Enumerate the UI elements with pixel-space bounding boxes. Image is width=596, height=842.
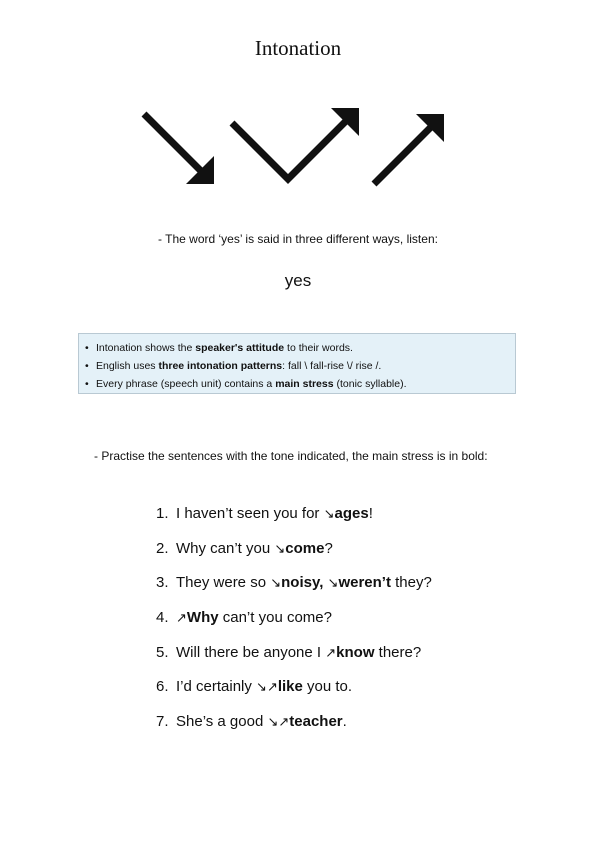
sentence-item: 5. Will there be anyone I ↗know there? <box>156 643 422 661</box>
info-box <box>78 333 516 394</box>
intonation-arrows <box>130 100 460 195</box>
listen-instruction: - The word ‘yes’ is said in three different ways, listen: <box>158 232 438 246</box>
fall-rise-tone-icon: ↘↗ <box>256 680 278 696</box>
fall-tone-icon: ↘ <box>323 507 335 522</box>
page-title: Intonation <box>254 36 342 60</box>
fall-tone-icon: ↘ <box>327 576 339 592</box>
sentence-item: 3. They were so ↘noisy, ↘weren’t they? <box>156 574 432 592</box>
fall-rise-arrow-icon <box>232 108 359 179</box>
info-bullet: • Intonation shows the speaker's attitude to their words. <box>96 339 515 357</box>
practise-instruction: - Practise the sentences with the tone indicated, the main stress is in bold: <box>94 449 488 463</box>
sentence-list <box>156 503 432 746</box>
sentence-item: 1. I haven’t seen you for ↘ages! <box>156 505 373 522</box>
fall-rise-tone-icon: ↘↗ <box>267 715 290 731</box>
info-bullet: • English uses three intonation patterns: fall \ fall-rise \/ rise /. <box>96 357 515 375</box>
sentence-item: 6. I’d certainly ↘↗like you to. <box>156 678 353 696</box>
fall-tone-icon: ↘ <box>270 576 282 592</box>
fall-arrow-icon <box>144 114 214 184</box>
info-bullet-list <box>79 334 515 393</box>
rise-tone-icon: ↗ <box>325 645 337 661</box>
yes-word[interactable]: yes <box>284 271 312 290</box>
sentence-item: 4. ↗Why can’t you come? <box>156 609 332 627</box>
sentence-item: 2. Why can’t you ↘come? <box>156 539 333 557</box>
rise-tone-icon: ↗ <box>176 611 187 627</box>
rise-arrow-icon <box>374 114 444 184</box>
info-bullet: • Every phrase (speech unit) contains a main stress (tonic syllable). <box>96 375 515 393</box>
fall-tone-icon: ↘ <box>274 541 286 557</box>
sentence-item: 7. She’s a good ↘↗teacher. <box>156 713 347 731</box>
